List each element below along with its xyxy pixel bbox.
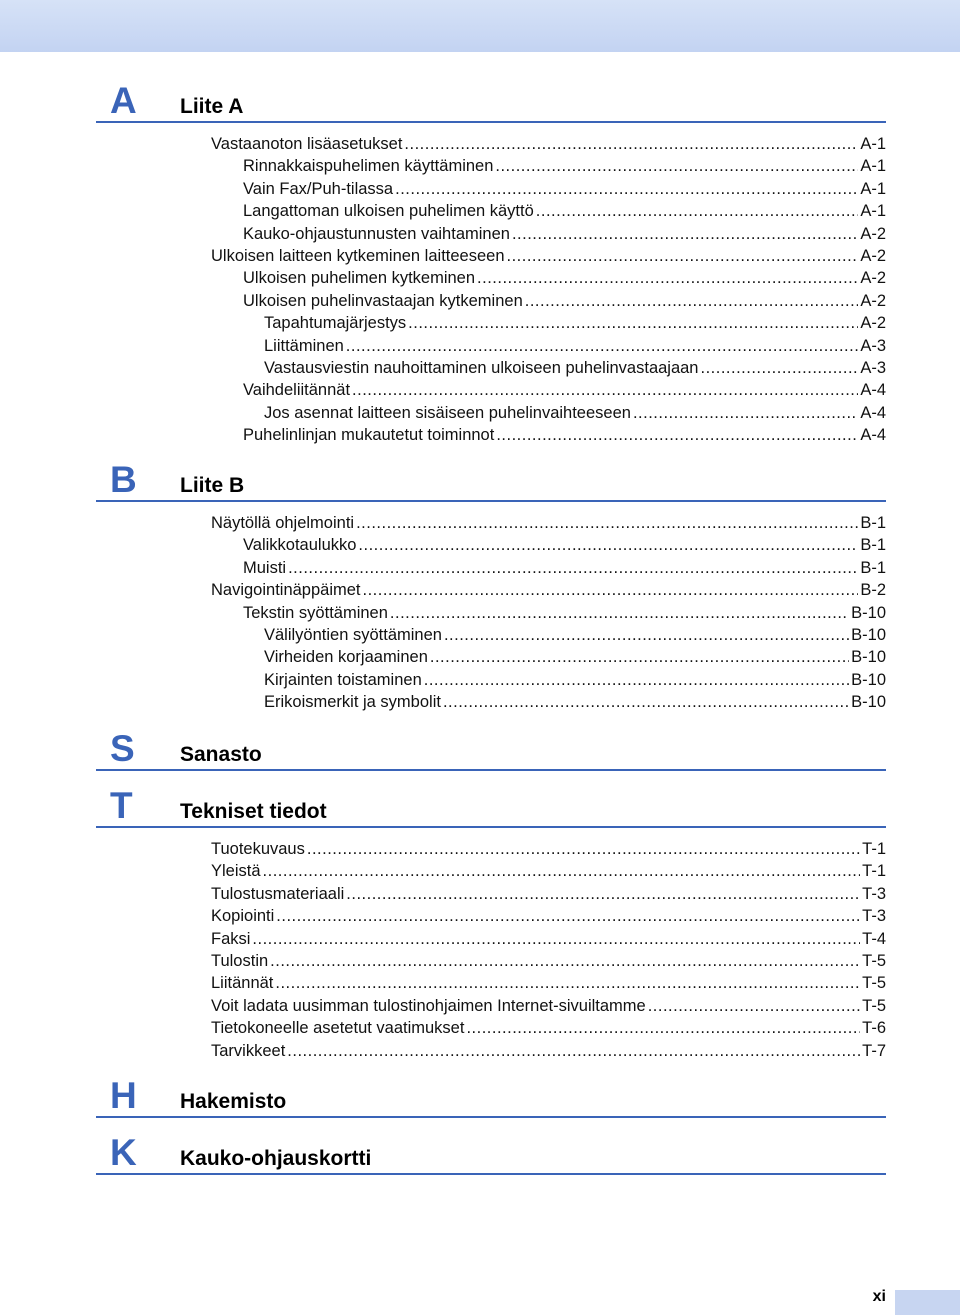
- entry-text: Liittäminen: [264, 336, 344, 355]
- entry-text: Tulostin: [211, 951, 269, 970]
- entry-page: A-3: [860, 336, 886, 355]
- entry-page: A-2: [860, 246, 886, 265]
- dot-leader: [356, 512, 858, 534]
- dot-leader: [352, 379, 858, 401]
- dot-leader: [346, 335, 859, 357]
- entry-text: Langattoman ulkoisen puhelimen käyttö: [243, 202, 534, 221]
- dot-leader: [633, 402, 858, 424]
- dot-leader: [307, 838, 860, 860]
- toc-entry[interactable]: [96, 245, 886, 267]
- dot-leader: [395, 178, 858, 200]
- entry-page: T-6: [862, 1019, 886, 1038]
- toc-entry[interactable]: [96, 557, 886, 579]
- entry-page: A-3: [860, 358, 886, 377]
- dot-leader: [346, 883, 860, 905]
- entry-text: Muisti: [243, 558, 287, 577]
- toc-entry[interactable]: [96, 133, 886, 155]
- toc-entry[interactable]: [96, 624, 886, 646]
- entry-page: A-4: [860, 381, 886, 400]
- entry-text: Tarvikkeet: [211, 1041, 286, 1060]
- dot-leader: [444, 624, 849, 646]
- entry-text: Puhelinlinjan mukautetut toiminnot: [243, 426, 495, 445]
- entry-text: Jos asennat laitteen sisäiseen puhelinvaihteeseen: [264, 403, 631, 422]
- section-title[interactable]: Hakemisto: [180, 1090, 287, 1113]
- dot-leader: [495, 155, 858, 177]
- section-title[interactable]: Tekniset tiedot: [180, 800, 327, 823]
- entry-page: A-2: [860, 269, 886, 288]
- section-title[interactable]: Kauko-ohjauskortti: [180, 1147, 372, 1170]
- toc-entry[interactable]: [96, 646, 886, 668]
- toc-entries: [96, 512, 886, 714]
- toc-entry[interactable]: [96, 972, 886, 994]
- toc-entry[interactable]: [96, 860, 886, 882]
- entry-page: B-1: [860, 558, 886, 577]
- entry-text: Vaihdeliitännät: [243, 381, 351, 400]
- entry-text: Näytöllä ohjelmointi: [211, 514, 355, 532]
- section-title[interactable]: Liite B: [180, 474, 245, 497]
- section-letter: A: [110, 80, 137, 121]
- toc-section-b: [96, 448, 886, 714]
- entry-page: B-2: [860, 581, 886, 600]
- entry-page: A-4: [860, 426, 886, 445]
- entry-text: Ulkoisen puhelinvastaajan kytkeminen: [243, 291, 523, 310]
- dot-leader: [390, 602, 849, 624]
- dot-leader: [536, 200, 859, 222]
- entry-text: Tapahtumajärjestys: [264, 314, 407, 333]
- entry-page: T-4: [862, 929, 886, 948]
- entry-page: T-5: [862, 951, 886, 970]
- dot-leader: [270, 950, 860, 972]
- dot-leader: [496, 424, 858, 446]
- entry-text: Voit ladata uusimman tulostinohjaimen Internet-sivuiltamme: [211, 996, 646, 1015]
- dot-leader: [275, 972, 860, 994]
- entry-page: B-1: [860, 536, 886, 555]
- entry-page: A-1: [860, 179, 886, 198]
- entry-page: A-4: [860, 403, 886, 422]
- entry-text: Vastausviestin nauhoittaminen ulkoiseen puhelinvastaajaan: [264, 358, 699, 377]
- toc-entry[interactable]: [96, 905, 886, 927]
- toc-entry[interactable]: [96, 200, 886, 222]
- toc-entry[interactable]: [96, 424, 886, 446]
- dot-leader: [404, 133, 858, 155]
- toc-section-t: [96, 774, 886, 1062]
- toc-section-h: [96, 1064, 886, 1118]
- entry-page: T-1: [862, 862, 886, 881]
- entry-text: Kopiointi: [211, 907, 275, 926]
- section-header: [96, 717, 886, 771]
- entry-page: T-3: [862, 884, 886, 903]
- toc-entry[interactable]: [96, 602, 886, 624]
- entry-text: Vastaanoton lisäasetukset: [211, 135, 403, 153]
- toc-section-a: [96, 69, 886, 446]
- entry-text: Faksi: [211, 929, 251, 948]
- entry-page: A-1: [860, 135, 886, 153]
- toc-entry[interactable]: [96, 312, 886, 334]
- toc-entry[interactable]: [96, 512, 886, 534]
- section-header: [96, 1064, 886, 1118]
- toc-entry[interactable]: [96, 178, 886, 200]
- dot-leader: [363, 579, 859, 601]
- toc-entry[interactable]: [96, 579, 886, 601]
- dot-leader: [288, 557, 858, 579]
- entry-text: Välilyöntien syöttäminen: [264, 625, 442, 644]
- toc-entry[interactable]: [96, 379, 886, 401]
- dot-leader: [525, 290, 859, 312]
- entry-page: A-2: [860, 314, 886, 333]
- page-number: xi: [872, 1288, 886, 1305]
- section-letter: K: [110, 1132, 137, 1173]
- entry-page: T-1: [862, 840, 886, 858]
- entry-page: B-10: [851, 693, 886, 712]
- toc-entry[interactable]: [96, 691, 886, 713]
- entry-text: Virheiden korjaaminen: [264, 648, 428, 667]
- section-header: [96, 1121, 886, 1175]
- toc-entry[interactable]: [96, 669, 886, 691]
- entry-text: Ulkoisen laitteen kytkeminen laitteeseen: [211, 246, 505, 265]
- entry-text: Valikkotaulukko: [243, 536, 357, 555]
- toc-section-k: [96, 1121, 886, 1175]
- entry-text: Yleistä: [211, 862, 261, 881]
- entry-page: T-7: [862, 1041, 886, 1060]
- entry-text: Rinnakkaispuhelimen käyttäminen: [243, 157, 494, 176]
- entry-page: T-5: [862, 974, 886, 993]
- entry-page: A-1: [860, 157, 886, 176]
- section-header: [96, 448, 886, 502]
- entry-page: A-1: [860, 202, 886, 221]
- dot-leader: [507, 245, 859, 267]
- toc-entries: [96, 838, 886, 1062]
- dot-leader: [701, 357, 859, 379]
- entry-page: T-3: [862, 907, 886, 926]
- entry-text: Tietokoneelle asetetut vaatimukset: [211, 1019, 465, 1038]
- section-title[interactable]: Liite A: [180, 95, 244, 118]
- toc-entry[interactable]: [96, 883, 886, 905]
- dot-leader: [287, 1040, 860, 1062]
- entry-page: B-10: [851, 648, 886, 667]
- toc-entry[interactable]: [96, 290, 886, 312]
- entry-text: Kauko-ohjaustunnusten vaihtaminen: [243, 224, 510, 243]
- entry-text: Liitännät: [211, 974, 274, 993]
- section-header: [96, 774, 886, 828]
- toc-entry[interactable]: [96, 928, 886, 950]
- dot-leader: [252, 928, 860, 950]
- entry-page: A-2: [860, 291, 886, 310]
- entry-text: Navigointinäppäimet: [211, 581, 361, 600]
- section-letter: S: [110, 728, 135, 769]
- dot-leader: [424, 669, 849, 691]
- toc-entry[interactable]: [96, 950, 886, 972]
- dot-leader: [443, 691, 849, 713]
- dot-leader: [648, 995, 860, 1017]
- toc-entry[interactable]: [96, 995, 886, 1017]
- toc-entry[interactable]: [96, 155, 886, 177]
- entry-page: B-10: [851, 603, 886, 622]
- toc-entries: [96, 133, 886, 446]
- entry-page: A-2: [860, 224, 886, 243]
- entry-text: Erikoismerkit ja symbolit: [264, 693, 441, 712]
- entry-text: Tekstin syöttäminen: [243, 603, 388, 622]
- toc-entry[interactable]: [96, 1040, 886, 1062]
- toc-entry[interactable]: [96, 335, 886, 357]
- entry-page: B-1: [860, 514, 886, 532]
- dot-leader: [263, 860, 861, 882]
- entry-text: Tuotekuvaus: [211, 840, 305, 858]
- footer-band: [895, 1290, 960, 1315]
- dot-leader: [276, 905, 860, 927]
- entry-text: Tulostusmateriaali: [211, 884, 345, 903]
- dot-leader: [512, 223, 858, 245]
- toc-section-s: [96, 717, 886, 771]
- toc-entry[interactable]: [96, 1017, 886, 1039]
- dot-leader: [408, 312, 858, 334]
- section-letter: T: [110, 785, 133, 826]
- toc-entry[interactable]: [96, 534, 886, 556]
- toc-entry[interactable]: [96, 838, 886, 860]
- entry-page: T-5: [862, 996, 886, 1015]
- dot-leader: [466, 1017, 860, 1039]
- section-header: [96, 69, 886, 123]
- toc-entry[interactable]: [96, 357, 886, 379]
- section-letter: B: [110, 459, 137, 500]
- toc-entry[interactable]: [96, 402, 886, 424]
- entry-page: B-10: [851, 670, 886, 689]
- section-letter: H: [110, 1075, 137, 1116]
- dot-leader: [477, 267, 858, 289]
- dot-leader: [358, 534, 858, 556]
- entry-page: B-10: [851, 625, 886, 644]
- entry-text: Ulkoisen puhelimen kytkeminen: [243, 269, 476, 288]
- header-band: [0, 0, 960, 52]
- section-title[interactable]: Sanasto: [180, 743, 262, 766]
- toc-entry[interactable]: [96, 267, 886, 289]
- entry-text: Vain Fax/Puh-tilassa: [243, 179, 394, 198]
- toc-entry[interactable]: [96, 223, 886, 245]
- entry-text: Kirjainten toistaminen: [264, 670, 422, 689]
- dot-leader: [430, 646, 849, 668]
